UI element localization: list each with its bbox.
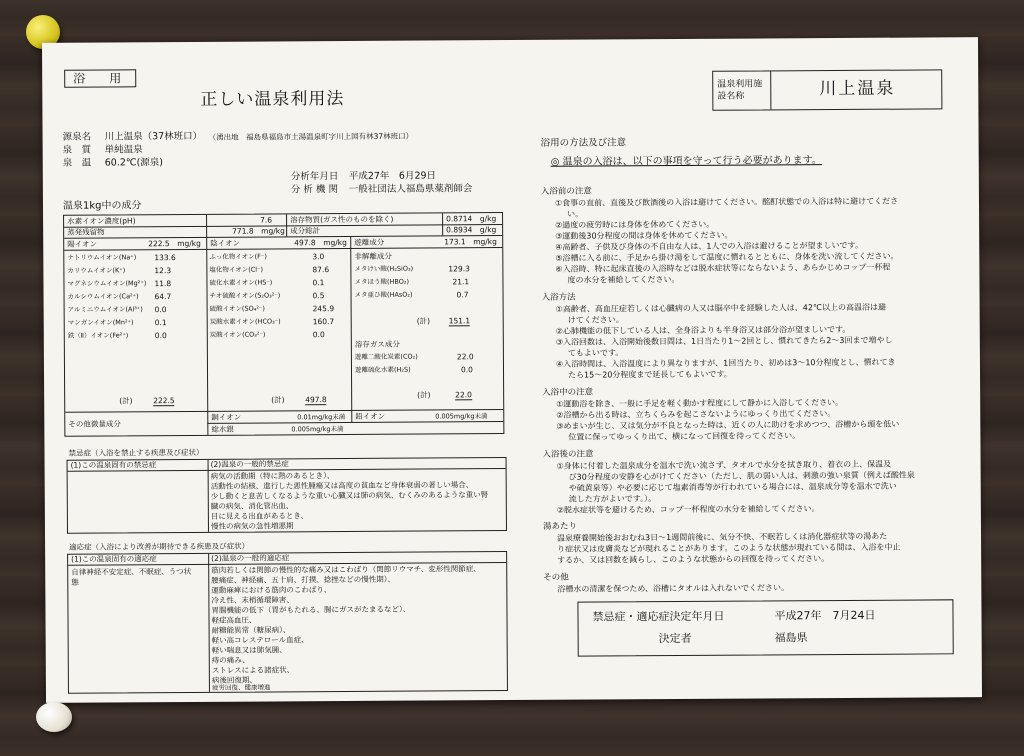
anion-name: 炭酸イオン(CO₃²⁻) (209, 330, 266, 339)
decider-value: 福島県 (774, 631, 808, 645)
section-line: や硫黄泉等）や必要に応じて塩素消毒等が行われている場合には、温泉成分等を温水で洗い (568, 481, 897, 493)
gas-label: 溶存ガス成分 (354, 339, 400, 349)
mercury-value: 0.005mg/kg未満 (291, 425, 344, 434)
residue-label: 蒸発残留物 (67, 227, 105, 237)
anion-sum-label: (計) (271, 395, 285, 405)
residue-value: 771.8 mg/kg (232, 226, 285, 236)
cation-total: 222.5 mg/kg (148, 238, 201, 249)
free-total: 173.1 mg/kg (444, 237, 497, 247)
anion-value: 0.0 (312, 330, 325, 340)
free-label: 遊離成分 (354, 237, 385, 247)
nonion-value: 0.7 (456, 290, 469, 300)
section-line: 位置に保ってゆっくり出て、横になって回復を待ってください。 (568, 431, 801, 442)
nonion-value: 129.3 (448, 264, 470, 274)
yoku-label: 浴 用 (64, 69, 136, 87)
section-line: ⑤浴槽に入る前に、手足から掛け湯をして温度に慣れるとともに、身体を洗い流してください。 (555, 251, 899, 263)
section-line: 浴槽水の清潔を保つため、浴槽にタオルは入れないでください。 (557, 583, 790, 594)
total-label: 成分総計 (290, 226, 321, 236)
temp-label: 泉 温 (62, 157, 92, 169)
contra-line: 慢性の病気の急性増悪期 (210, 521, 294, 531)
cation-value: 133.6 (154, 253, 176, 263)
indic-col1-line: 自律神経不安定症、不眠症、うつ状 (71, 566, 192, 577)
indic-col1-line: 態 (71, 577, 79, 587)
gas-sum-label: (計) (417, 390, 431, 400)
quality-value: 単純温泉 (104, 144, 143, 156)
section-line: 度の水分を補給してください。 (567, 274, 680, 285)
anion-total: 497.8 mg/kg (294, 238, 347, 248)
cation-value: 64.7 (154, 292, 172, 302)
indic-line: 運動麻痺における筋肉のこわばり、 (211, 585, 332, 595)
section-line: ①高齢者、高血圧症若しくは心臓病の人又は脳卒中を経験した人は、42℃以上の高温浴は避 (555, 302, 886, 314)
facility-label: 温泉利用施設名称 (713, 71, 771, 109)
cation-name: 鉄（Ⅱ）イオン(Fe²⁺) (67, 331, 129, 340)
nonion-sum-value: 151.1 (448, 316, 471, 326)
section-line: ②浴槽から出る時は、立ちくらみを起こさないようにゆっくり出てください。 (556, 409, 836, 420)
contra-line: 臓の病気、消化管出血、 (210, 501, 294, 511)
cation-name: マンガンイオン(Mn²⁺) (67, 318, 134, 327)
anion-value: 160.7 (312, 317, 335, 327)
cation-name: アルミニウムイオン(Al³⁺) (67, 305, 143, 314)
anion-value: 87.6 (312, 265, 330, 275)
nonion-sum-label: (計) (416, 316, 431, 326)
decision-date: 平成27年 7月24日 (774, 608, 876, 623)
cation-name: ナトリウムイオン(Na⁺) (67, 253, 137, 262)
section-line: ①身体に付着した温泉成分を温水で洗い流さず、タオルで水分を拭き取り、着衣の上、保温及 (556, 459, 892, 471)
section-line: するか、又は回数を減らし、このような状態からの回復を待ってください。 (557, 554, 830, 565)
section-title: その他 (543, 572, 569, 583)
anion-value: 0.5 (312, 291, 325, 301)
anion-name: 硫酸イオン(SO₄²⁻) (209, 304, 265, 313)
section-line: ③運動後30分程度の間は身体を休めてください。 (555, 230, 733, 241)
anion-value: 0.1 (312, 278, 325, 288)
anion-label: 陰イオン (210, 238, 241, 248)
analysis-org-label: 分 析 機 関 (290, 184, 338, 196)
lead-value: 0.005mg/kg未満 (435, 412, 488, 421)
ph-value: 7.6 (260, 215, 273, 225)
anion-name: 硫化水素イオン(HS⁻) (209, 278, 273, 287)
gas-name: 遊離二酸化炭素(CO₂) (354, 352, 418, 361)
cation-sum-value: 222.5 (153, 396, 175, 406)
section-line: ③入浴回数は、入浴開始後数日間は、1日当たり1～2回とし、慣れてきたら2～3回まで増やし (555, 335, 893, 347)
section-line: ③めまいが生じ、又は気分が不良となった時は、近くの人に助けを求めつつ、浴槽から頭を低い (556, 419, 900, 431)
indic-line: 筋肉若しくは関節の慢性的な痛み又はこわばり（関節リウマチ、変形性関節症、 (211, 564, 481, 575)
section-title: 入浴後の注意 (542, 449, 594, 460)
nonion-name: メタ亜ひ酸(HAsO₂) (354, 290, 413, 299)
section-line: 流した方がよいです。）。 (568, 494, 657, 504)
nonion-name: メタけい酸(H₂SiO₃) (354, 264, 414, 273)
facility-box (712, 69, 942, 110)
gas-sum-value: 22.0 (455, 390, 472, 400)
anion-name: ふっ化物イオン(F⁻) (209, 252, 267, 261)
decision-label: 禁忌症・適応症決定年月日 (592, 609, 725, 624)
section-title: 湯あたり (542, 521, 578, 532)
indic-line: 痔の痛み、 (211, 655, 250, 665)
source-value: 川上温泉（37林班口） (104, 130, 203, 143)
section-line: ④入浴時間は、入浴温度により異なりますが、1回当たり、初めは3～10分程度とし、慣れてき (555, 357, 896, 369)
indic-line: 軽い高コレステロール血症、 (211, 635, 309, 645)
indic-line: 冷え性、末梢循環障害、 (211, 595, 294, 605)
nonion-name: メタほう酸(HBO₂) (354, 277, 410, 286)
lead-label: 鉛イオン (355, 411, 386, 421)
anion-value: 3.0 (312, 252, 325, 262)
anion-name: 炭酸水素イオン(HCO₃⁻) (209, 317, 281, 326)
cation-value: 11.8 (154, 279, 172, 289)
indic-line: ストレスによる諸症状、 (211, 665, 295, 675)
section-line: ②脱水症状等を避けるため、コップ一杯程度の水分を補給してください。 (556, 504, 820, 515)
mercury-label: 総水銀 (211, 424, 234, 434)
cation-name: マグネシウムイオン(Mg²⁺) (67, 279, 147, 288)
contra-line: 少し動くと息苦しくなるような重い心臓又は肺の病気、むくみのあるような重い腎 (210, 490, 489, 501)
indic-line: 胃腸機能の低下（胃がもたれる、腸にガスがたまるなど）、 (211, 604, 411, 615)
anion-name: 塩化物イオン(Cl⁻) (209, 265, 264, 274)
contra-heading: 禁忌症（入浴を禁止する疾患及び症状） (68, 447, 204, 458)
anion-sum-value: 497.8 (305, 395, 327, 405)
section-title: 入浴方法 (541, 292, 576, 303)
ph-label: 水素イオン濃度(pH) (67, 216, 136, 226)
dissolved-label: 溶存物質(ガス性のものを除く) (290, 214, 394, 225)
contra-table (67, 457, 507, 534)
section-line: び30分程度の安静を心がけてください（ただし、肌の弱い人は、刺激の強い泉質（例えば酸性泉 (568, 470, 915, 482)
source-location: （湧出地 福島県福島市土湯温泉町字川上国有林37林班口） (208, 131, 414, 142)
analysis-date-label: 分析年月日 (290, 171, 339, 183)
decision-box (577, 599, 953, 656)
composition-table (63, 212, 504, 437)
indic-line: 軽症高血圧、 (211, 615, 257, 625)
section-line: ①運動浴を除き、一般に手足を軽く動かす程度にして静かに入浴してください。 (556, 397, 844, 409)
anion-value: 245.9 (312, 304, 335, 314)
total-value: 0.8934 g/kg (446, 225, 497, 235)
facility-name: 川上温泉 (819, 78, 896, 100)
section-line: 温泉療養開始後おおむね3日～1週間前後に、気分不快、不眠若しくは消化器症状等の湯あた (557, 531, 888, 543)
white-pushpin (36, 702, 72, 732)
section-line: り症状又は皮膚炎などが現れることがあります。このような状態が現れている間は、入浴を中止 (557, 542, 901, 554)
trace-label: その他微量成分 (68, 419, 121, 429)
section-line: ②心肺機能の低下している人は、全身浴よりも半身浴又は部分浴が望ましいです。 (555, 324, 851, 336)
section-line: てもよいです。 (567, 348, 624, 358)
cation-value: 0.1 (154, 318, 167, 328)
contra-line: 活動性の結核、進行した悪性腫瘍又は高度の貧血など身体衰弱の著しい場合、 (210, 480, 474, 491)
composition-heading: 温泉1kg中の成分 (62, 200, 142, 212)
gas-value: 0.0 (460, 365, 473, 375)
nonion-value: 21.1 (452, 277, 470, 287)
section-line: けてください。 (567, 315, 624, 325)
section-title: 入浴前の注意 (540, 186, 592, 197)
usage-heading: 浴用の方法及び注意 (540, 137, 627, 149)
usage-notice: ◎ 温泉の入浴は、以下の事項を守って行う必要があります。 (550, 155, 822, 168)
gas-value: 22.0 (456, 352, 474, 362)
contra-col2-title: (2)温泉の一般的禁忌症 (210, 459, 289, 469)
contra-col1-title: (1)この温泉固有の禁忌症 (70, 460, 157, 470)
contra-line: 病気の活動期（特に熱のあるとき）、 (210, 471, 335, 481)
section-line: ②過度の疲労時には身体を休めてください。 (555, 219, 715, 230)
section-line: ④高齢者、子供及び身体の不自由な人は、1人での入浴は避けることが望ましいです。 (555, 240, 863, 252)
cation-value: 12.3 (154, 266, 172, 276)
cation-name: カリウムイオン(K⁺) (67, 266, 126, 275)
section-line: たら15～20分程度まで延長してもよいです。 (568, 369, 732, 380)
nonion-label: 非解離成分 (354, 251, 392, 261)
indic-line: 軽い喘息又は肺気腫、 (211, 645, 287, 655)
copper-value: 0.01mg/kg未満 (297, 413, 346, 422)
cation-name: カルシウムイオン(Ca²⁺) (67, 292, 139, 301)
section-line: い。 (567, 209, 584, 219)
section-line: ①食事の直前、直後及び飲酒後の入浴は避けてください。酩酊状態での入浴は特に避けてくださ (554, 196, 899, 208)
hot-spring-notice-sheet (42, 37, 982, 703)
indic-line: 病後回復期、 (211, 675, 257, 685)
indic-col2-title: (2)温泉の一般的適応症 (211, 553, 290, 563)
indic-table (67, 551, 508, 694)
anion-name: チオ硫酸イオン(S₂O₃²⁻) (209, 291, 281, 300)
decider-label: 決定者 (658, 631, 692, 646)
cation-label: 陽イオン (67, 239, 98, 249)
section-title: 入浴中の注意 (542, 387, 594, 398)
indic-line: 腰痛症、神経痛、五十肩、打撲、捻挫などの慢性期）、 (211, 574, 396, 585)
analysis-org-value: 一般社団法人福島県薬剤師会 (348, 183, 473, 195)
temp-value: 60.2℃(源泉) (104, 157, 163, 169)
page-title: 正しい温泉利用法 (200, 89, 345, 110)
quality-label: 泉 質 (62, 144, 92, 156)
copper-label: 銅イオン (211, 412, 242, 422)
contra-line: 目に見える出血があるとき、 (210, 511, 309, 521)
source-label: 源泉名 (62, 131, 92, 143)
indic-col1-title: (1)この温泉固有の適応症 (71, 554, 157, 564)
dissolved-value: 0.8714 g/kg (446, 214, 497, 224)
analysis-date-value: 平成27年 6月29日 (348, 170, 437, 182)
cation-value: 0.0 (154, 305, 167, 315)
indic-line: 耐糖能異常（糖尿病）、 (211, 625, 291, 635)
section-line: ⑥入浴時、特に起床直後の入浴時などは脱水症状等にならないよう、あらかじめコップ一杯程 (555, 262, 891, 274)
gas-name: 遊離硫化水素(H₂S) (354, 365, 411, 374)
indic-heading: 適応症（入浴により改善が期待できる疾患及び症状） (69, 541, 250, 552)
indic-line: 疲労回復、健康増進 (211, 683, 271, 692)
cation-sum-label: (計) (119, 396, 133, 406)
cation-value: 0.0 (154, 331, 167, 341)
